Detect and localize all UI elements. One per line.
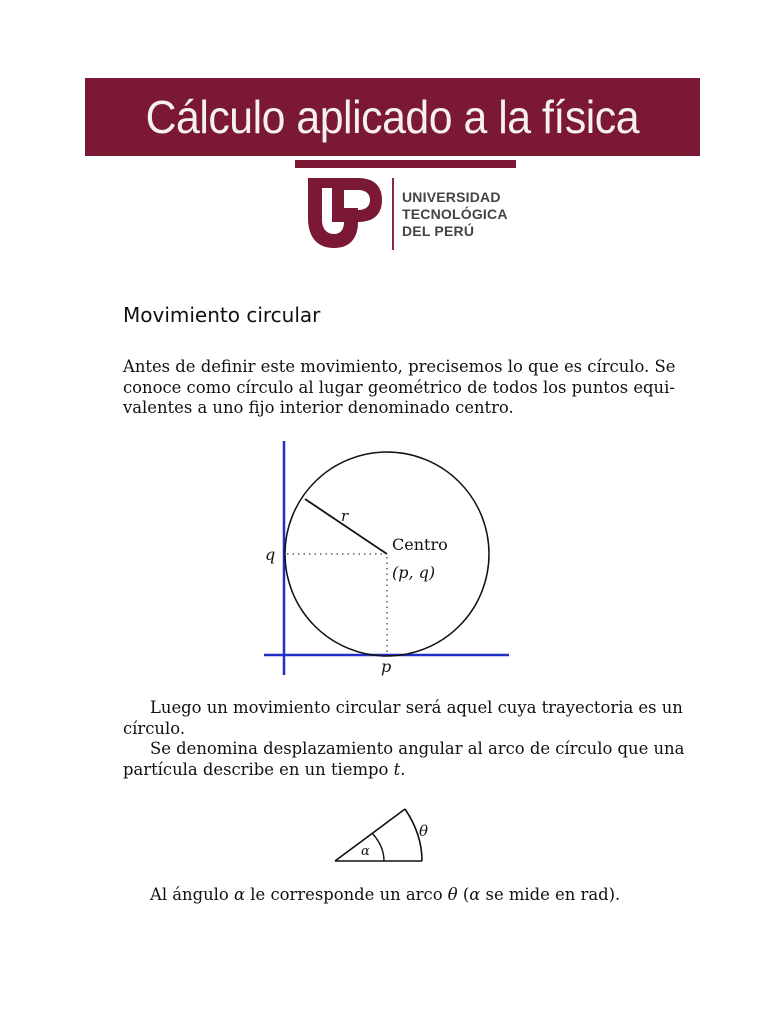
center-coords: (p, q) — [392, 563, 436, 582]
logo-line-2: TECNOLÓGICA — [402, 206, 508, 222]
p3-line-2 — [123, 760, 651, 781]
angle-diagram — [330, 804, 440, 868]
university-name — [402, 189, 508, 240]
angle-ray-line — [335, 809, 405, 861]
p3-line-2-end: . — [400, 759, 406, 779]
alpha-symbol: α — [234, 885, 246, 904]
paragraph-angle-arc — [150, 885, 620, 906]
radius-label: r — [341, 507, 349, 525]
paragraph-angular-displacement — [123, 739, 685, 780]
intro-line-1: Antes de definir este movimiento, precisemos lo que es círculo. Se — [123, 357, 676, 376]
logo-divider — [392, 178, 394, 250]
alpha-arc — [372, 833, 384, 861]
p3-line-1: Se denomina desplazamiento angular al arco de círculo que una — [150, 739, 685, 758]
logo-line-3: DEL PERÚ — [402, 223, 475, 239]
theta-label: θ — [419, 822, 429, 840]
utp-logo-icon — [300, 170, 386, 252]
paragraph-trajectory — [123, 698, 683, 739]
theta-symbol: θ — [447, 885, 458, 904]
last-text-c: ( — [457, 885, 470, 904]
intro-line-2: conoce como círculo al lugar geométrico de todos los puntos equi- — [123, 377, 675, 397]
p-label: p — [381, 657, 392, 676]
p2-line-2: círculo. — [123, 718, 186, 738]
q-label: q — [265, 545, 276, 564]
last-text-b: le corresponde un arco — [245, 885, 448, 904]
last-text-a: Al ángulo — [150, 885, 234, 904]
header-banner — [85, 78, 700, 156]
alpha-symbol-2: α — [469, 885, 481, 904]
logo-line-1: UNIVERSIDAD — [402, 189, 501, 205]
time-variable: t — [393, 759, 401, 779]
banner-title: Cálculo aplicado a la física — [145, 91, 640, 143]
alpha-label: α — [361, 844, 370, 859]
p3-line-2-text: partícula describe en un tiempo — [123, 759, 394, 779]
logo-strip — [295, 160, 516, 168]
last-text-d: se mide en rad). — [480, 885, 621, 904]
intro-paragraph — [123, 357, 676, 419]
p2-line-1: Luego un movimiento circular será aquel cuya trayectoria es un — [150, 698, 683, 717]
circle-diagram — [255, 437, 515, 683]
center-label: Centro — [392, 535, 448, 554]
intro-line-3: valentes a uno fijo interior denominado centro. — [123, 398, 514, 417]
section-title: Movimiento circular — [123, 303, 321, 327]
